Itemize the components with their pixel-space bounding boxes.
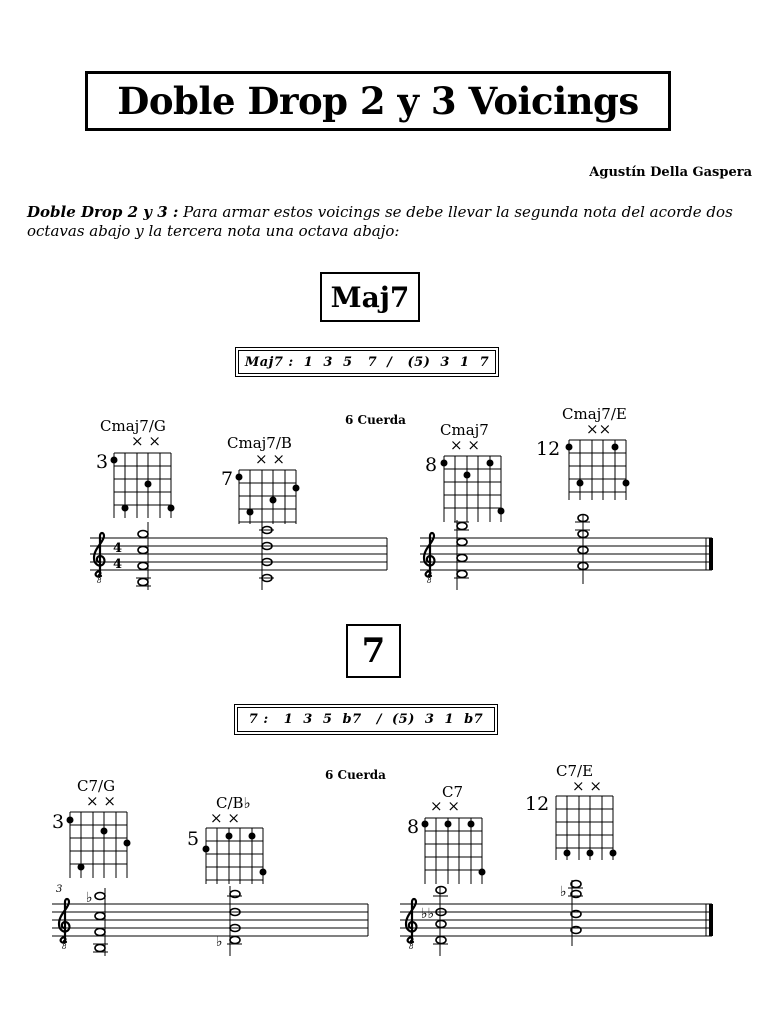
chord-diagram-8 <box>525 762 617 860</box>
svg-text:4: 4 <box>113 557 123 572</box>
chord-name: C7/E <box>556 762 594 780</box>
svg-text:× ×: × × <box>450 436 480 454</box>
fret-number: 12 <box>536 438 561 460</box>
chord-diagram-3 <box>425 421 505 522</box>
note-chord-5 <box>86 888 108 956</box>
svg-text:× ×: × × <box>255 450 285 468</box>
chord-diagram-1 <box>96 417 175 518</box>
intro-text: Para armar estos voicings se debe llevar la segunda nota del acorde dos octavas abajo y la tercera nota una octava abajo: <box>27 203 733 240</box>
string-label-2: 6 Cuerda <box>325 768 386 782</box>
fret-number: 8 <box>425 454 438 476</box>
note-chord-1 <box>136 522 151 590</box>
chord-name: C7 <box>442 783 464 801</box>
chord-diagram-4 <box>536 405 630 500</box>
chord-name: Cmaj7/E <box>562 405 627 423</box>
section-heading-maj7: Maj7 <box>320 272 420 322</box>
final-barline <box>709 904 713 936</box>
svg-text:8: 8 <box>409 943 414 951</box>
chord-name: Cmaj7 <box>440 421 489 439</box>
fret-number: 7 <box>221 468 234 490</box>
svg-text:8: 8 <box>97 577 102 585</box>
svg-text:8: 8 <box>62 943 67 951</box>
staff-2-left <box>52 884 368 956</box>
string-label-1: 6 Cuerda <box>345 413 406 427</box>
note-chord-6 <box>216 886 242 956</box>
chord-name: Cmaj7/B <box>227 434 292 452</box>
chord-name: Cmaj7/G <box>100 417 166 435</box>
page-title: Doble Drop 2 y 3 Voicings <box>85 71 671 131</box>
chord-diagram-5 <box>52 777 131 878</box>
note-chord-2 <box>259 520 274 590</box>
svg-text:× ×: × × <box>430 797 460 815</box>
section-heading-7: 7 <box>346 624 401 678</box>
svg-text:× ×: × × <box>572 777 602 795</box>
fret-number: 3 <box>96 451 109 473</box>
fret-number: 5 <box>187 828 200 850</box>
formula-box-7: 7 : 1 3 5 b7 / (5) 3 1 b7 <box>234 704 498 735</box>
chord-diagram-2 <box>221 434 300 524</box>
svg-text:♭: ♭ <box>216 934 223 950</box>
svg-text:××: ×× <box>586 420 612 438</box>
fret-number: 8 <box>407 816 420 838</box>
svg-text:× ×: × × <box>86 792 116 810</box>
formula-box-maj7: Maj7 : 1 3 5 7 / (5) 3 1 7 <box>235 347 499 377</box>
measure-number: 3 <box>56 884 63 895</box>
svg-text:4: 4 <box>113 541 123 556</box>
composer-name: Agustín Della Gaspera <box>589 165 752 180</box>
note-chord-3 <box>454 520 469 590</box>
fret-number: 12 <box>525 793 550 815</box>
final-barline <box>709 538 713 570</box>
chord-name: C7/G <box>77 777 116 795</box>
svg-text:8: 8 <box>427 577 432 585</box>
svg-text:♭♭: ♭♭ <box>421 906 435 922</box>
fret-number: 3 <box>52 811 65 833</box>
chord-name: C/B♭ <box>216 794 251 812</box>
chord-diagram-6 <box>187 794 267 884</box>
intro-bold-term: Doble Drop 2 y 3 : <box>27 203 179 221</box>
staff-1-left <box>90 520 387 590</box>
svg-text:× ×: × × <box>131 432 161 450</box>
svg-text:♭: ♭ <box>560 884 567 900</box>
svg-text:× ×: × × <box>210 809 240 827</box>
note-chord-7 <box>421 886 448 956</box>
staff-1-right <box>420 514 713 590</box>
svg-text:♭: ♭ <box>86 890 93 906</box>
chord-diagram-7 <box>407 783 486 884</box>
staff-2-right <box>400 880 713 956</box>
note-chord-4 <box>575 514 590 584</box>
